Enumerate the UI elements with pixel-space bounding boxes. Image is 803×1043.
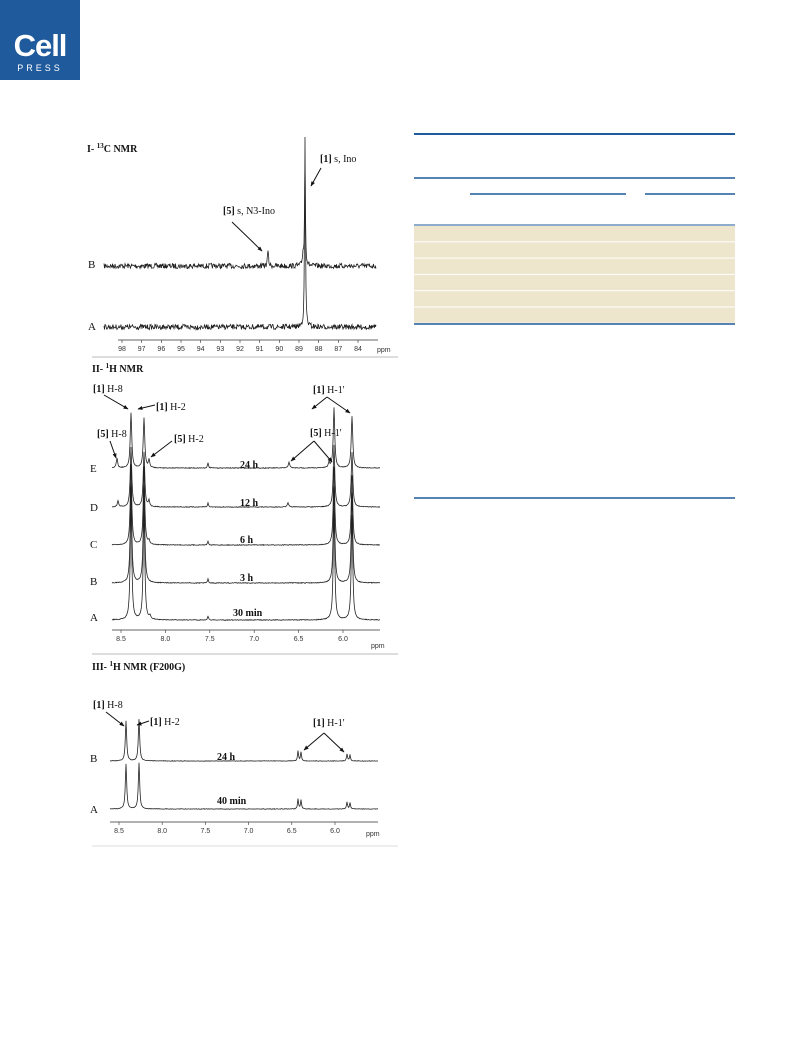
annotation-5-h1prime: [5] H-1'	[310, 428, 342, 439]
arrow	[327, 397, 350, 413]
x-tick-label: 89	[295, 346, 303, 353]
arrow	[304, 733, 324, 750]
trace-label: A	[90, 804, 98, 816]
arrow	[291, 441, 314, 461]
table-row	[414, 275, 735, 290]
x-tick-label: 6.5	[293, 636, 304, 643]
panel-2-title: II- $^1$H NMR	[92, 362, 144, 375]
time-label: 40 min	[217, 796, 247, 807]
x-axis-unit: ppm	[371, 643, 385, 650]
annotation-1-h2: [1] H-2	[156, 402, 186, 413]
x-axis-ticks	[114, 822, 340, 835]
x-tick-label: 93	[216, 346, 225, 353]
arrow	[106, 712, 124, 726]
x-axis-ticks	[118, 340, 362, 353]
arrow	[138, 405, 155, 409]
table-row	[414, 308, 735, 323]
x-tick-label: 95	[177, 346, 185, 353]
x-tick-label: 84	[354, 346, 362, 353]
panel-1h-nmr	[90, 362, 385, 650]
panel-3-title: III- $^1$H NMR (F200G)	[92, 660, 186, 673]
time-label: 24 h	[217, 752, 236, 763]
arrow	[110, 441, 116, 458]
x-tick-label: 87	[334, 346, 343, 353]
x-axis-unit: ppm	[366, 831, 380, 838]
panel-1h-nmr-f200g	[90, 660, 380, 838]
trace-label: C	[90, 539, 98, 551]
trace-label: A	[88, 321, 96, 333]
x-tick-label: 6.0	[338, 636, 348, 643]
time-label: 24 h	[240, 460, 259, 471]
arrow	[312, 397, 327, 409]
table-rows	[414, 226, 735, 323]
arrow	[324, 733, 344, 752]
time-label: 3 h	[240, 573, 254, 584]
arrow	[232, 222, 262, 251]
time-label: 12 h	[240, 498, 259, 509]
x-tick-label: 6.5	[286, 828, 297, 835]
x-axis-unit: ppm	[377, 347, 391, 354]
x-axis-ticks	[116, 630, 348, 643]
arrow	[104, 395, 128, 409]
x-tick-label: 98	[118, 346, 126, 353]
x-tick-label: 97	[137, 346, 146, 353]
trace-label: E	[90, 463, 97, 475]
time-label: 6 h	[240, 535, 254, 546]
x-tick-label: 8.5	[114, 828, 124, 835]
x-tick-label: 8.0	[157, 828, 168, 835]
x-tick-label: 6.0	[330, 828, 340, 835]
arrow	[314, 441, 332, 462]
x-tick-label: 7.5	[200, 828, 211, 835]
time-label: 30 min	[233, 608, 263, 619]
x-tick-label: 7.0	[243, 828, 254, 835]
panel-13c-nmr	[87, 137, 391, 354]
annotation-5-h2: [5] H-2	[174, 434, 204, 445]
trace-label: B	[88, 259, 96, 271]
logo-sub: PRESS	[17, 63, 63, 73]
spectrum-trace-a	[112, 500, 380, 621]
trace-label: A	[90, 612, 98, 624]
table-row	[414, 259, 735, 274]
x-tick-label: 90	[275, 346, 284, 353]
x-tick-label: 88	[314, 346, 323, 353]
annotation-1-h2: [1] H-2	[150, 717, 180, 728]
arrow	[311, 168, 321, 186]
x-tick-label: 8.5	[116, 636, 126, 643]
x-tick-label: 7.0	[249, 636, 260, 643]
arrow	[151, 441, 172, 457]
x-tick-label: 94	[196, 346, 205, 353]
x-tick-label: 7.5	[204, 636, 215, 643]
annotation-ino: [1] s, Ino	[320, 154, 357, 165]
trace-label: D	[90, 502, 98, 514]
spectrum-trace-a	[104, 137, 376, 330]
annotation-1-h8: [1] H-8	[93, 384, 123, 395]
trace-label: B	[90, 576, 98, 588]
x-tick-label: 96	[157, 346, 166, 353]
table-row	[414, 291, 735, 306]
annotation-5-h8: [5] H-8	[97, 429, 127, 440]
annotation-n3-ino: [5] s, N3-Ino	[223, 206, 275, 217]
table-row	[414, 242, 735, 257]
x-tick-label: 91	[255, 346, 264, 353]
annotation-1-h1prime: [1] H-1'	[313, 718, 345, 729]
panel-1-title: I- $^{13}$C NMR	[87, 142, 138, 155]
logo-word: Cell	[13, 28, 67, 63]
table-row	[414, 226, 735, 241]
trace-label: B	[90, 753, 98, 765]
table-placeholder	[414, 133, 735, 503]
annotation-1-h8: [1] H-8	[93, 700, 123, 711]
x-tick-label: 8.0	[160, 636, 171, 643]
x-tick-label: 92	[236, 346, 244, 353]
annotation-1-h1prime: [1] H-1'	[313, 385, 345, 396]
